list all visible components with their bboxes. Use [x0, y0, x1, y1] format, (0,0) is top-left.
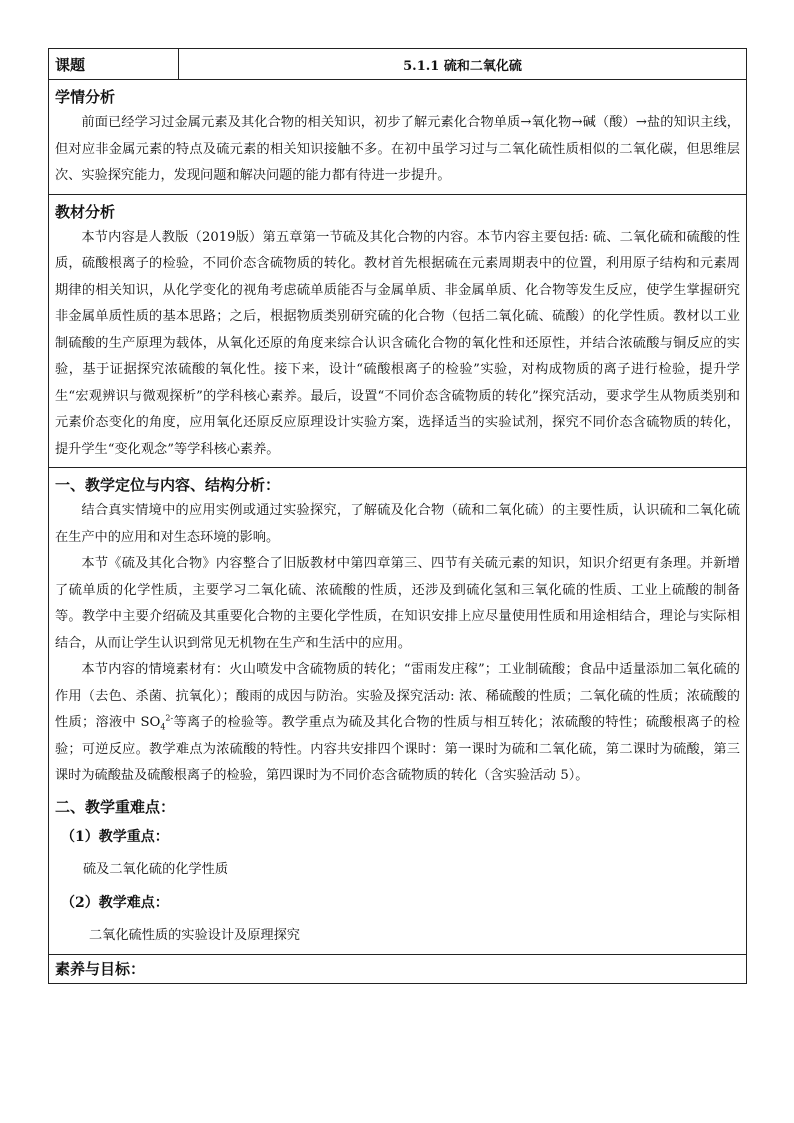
positioning-paragraph-1: 结合真实情境中的应用实例或通过实验探究，了解硫及化合物（硫和二氧化硫）的主要性质，认识硫和二氧化硫在生产中的应用和对生态环境的影响。	[55, 503, 740, 545]
goals-row	[49, 954, 747, 983]
topic-label: 课题	[49, 49, 179, 80]
student-analysis-text: 前面已经学习过金属元素及其化合物的相关知识，初步了解元素化合物单质→氧化物→碱（酸）→盐的知识主线，但对应非金属元素的特点及硫元素的相关知识接触不多。在初中虽学习过与二氧化硫性质相似的二氧化碳，但思维层次、实验探究能力，发现问题和解决问题的能力都有待进一步提升。	[55, 115, 740, 183]
goals-heading: 素养与目标：	[55, 959, 146, 978]
textbook-analysis-text: 本节内容是人教版（2019版）第五章第一节硫及其化合物的内容。本节内容主要包括: 硫、二氧化硫和硫酸的性质，硫酸根离子的检验，不同价态含硫物质的转化。教材首先根据硫在元素周期表中的位置，利用原子结构和元素周期律的相关知识，从化学变化的视角考虑硫单质能否与金属单质、非金属单质、化合物等发生反应，使学生掌握研究非金属单质性质的基本思路；之后，根据物质类别研究硫的化合物（包括二氧化硫、硫酸）的化学性质。教材以工业制硫酸的生产原理为载体，从氧化还原的角度来综合认识含硫化合物的氧化性和还原性，并结合浓硫酸与铜反应的实验，基于证据探究浓硫酸的氧化性。接下来，设计“硫酸根离子的检验”实验，对构成物质的离子进行检验，提升学生“宏观辨识与微观探析”的学科核心素养。最后，设置“不同价态含硫物质的转化”探究活动，要求学生从物质类别和元素价态变化的角度，应用氧化还原反应原理设计实验方案，选择适当的实验试剂，探究不同价态含硫物质的转化，提升学生“变化观念”等学科核心素养。	[55, 229, 740, 457]
textbook-analysis-heading: 教材分析	[55, 202, 116, 221]
student-analysis-row	[49, 80, 747, 195]
lesson-title: 5.1.1 硫和二氧化硫	[179, 49, 747, 80]
sulfate-superscript: 2-	[165, 713, 174, 723]
textbook-analysis-row	[49, 194, 747, 468]
student-analysis-heading: 学情分析	[55, 88, 116, 106]
difficult-points-heading: （2）教学难点：	[61, 894, 169, 911]
p3-text-after: 等离子的检验等。教学重点为硫及其化合物的性质与相互转化；浓硫酸的特性；硫酸根离子的检验；可逆反应。教学难点为浓硫酸的特性。内容共安排四个课时：第一课时为硫和二氧化硫，第二课时为硫酸，第三课时为硫酸盐及硫酸根离子的检验，第四课时为不同价态含硫物质的转化（含实验活动 5）。	[55, 715, 741, 783]
key-points-text: 硫及二氧化硫的化学性质	[83, 861, 229, 877]
positioning-paragraph-3	[55, 657, 740, 790]
key-points-heading: （1）教学重点：	[61, 828, 169, 845]
sulfate-subscript: 4	[160, 722, 166, 732]
p3-text-before: 本节内容的情境素材有：火山喷发中含硫物质的转化；“雷雨发庄稼”；工业制硫酸；食品中适量添加二氧化硫的作用（去色、杀菌、抗氧化）；酸雨的成因与防治。实验及探究活动: 浓、稀硫酸的性质；二氧化硫的性质；浓硫酸的性质；溶液中 SO	[55, 662, 740, 730]
teaching-positioning-heading: 一、教学定位与内容、结构分析：	[55, 476, 281, 494]
topic-row	[49, 49, 747, 80]
positioning-paragraph-2: 本节《硫及其化合物》内容整合了旧版教材中第四章第三、四节有关硫元素的知识，知识介绍更有条理。并新增了硫单质的化学性质，主要学习二氧化硫、浓硫酸的性质，还涉及到硫化氢和三氧化硫的性质、工业上硫酸的制备等。教学中主要介绍硫及其重要化合物的主要化学性质，在知识安排上应尽量使用性质和用途相结合，理论与实际相结合，从而让学生认识到常见无机物在生产和生活中的应用。	[55, 556, 740, 651]
lesson-plan-page	[48, 48, 746, 984]
lesson-plan-table	[48, 48, 747, 984]
key-difficult-heading: 二、教学重难点：	[55, 797, 176, 816]
teaching-positioning-row	[49, 468, 747, 955]
difficult-points-text: 二氧化硫性质的实验设计及原理探究	[89, 927, 300, 943]
